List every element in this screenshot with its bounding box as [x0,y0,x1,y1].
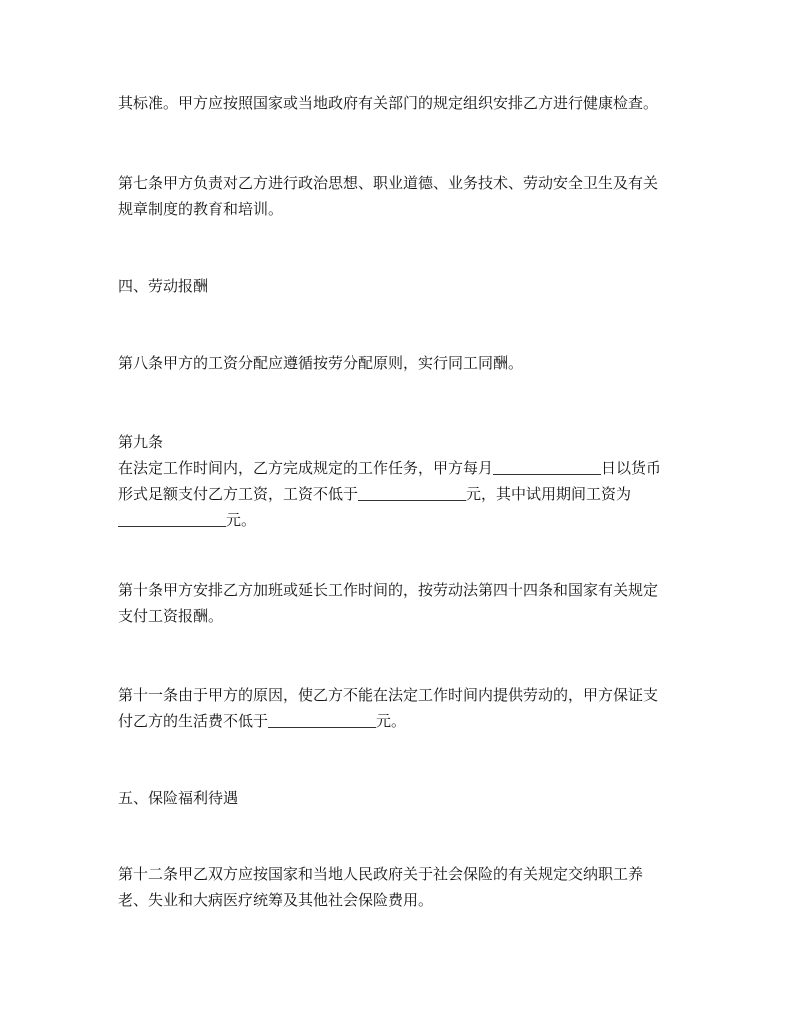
section-title: 五、保险福利待遇 [118,789,239,807]
text-line [118,455,688,481]
text-fragment: 元。 [226,511,257,529]
text-line: 其标准。甲方应按照国家或当地政府有关部门的规定组织安排乙方进行健康检查。 [118,94,659,112]
paragraph-article-12 [118,861,688,913]
text-line: 规章制度的教育和培训。 [118,200,284,218]
section-heading-labor-pay [118,273,688,299]
fill-in-blank [268,711,376,728]
article-title: 第九条 [118,433,164,451]
paragraph-article-10 [118,577,688,629]
text-line: 第八条甲方的工资分配应遵循按劳分配原则，实行同工同酬。 [118,354,524,372]
section-title: 四、劳动报酬 [118,277,209,295]
text-fragment: 付乙方的生活费不低于 [118,712,269,730]
text-line: 第十二条甲乙双方应按国家和当地人民政府关于社会保险的有关规定交纳职工养 [118,865,644,883]
paragraph-article-7 [118,170,688,222]
text-fragment: 日以货币 [601,459,662,477]
paragraph-health-check [118,90,688,116]
paragraph-article-8 [118,350,688,376]
text-line [118,708,688,734]
text-fragment: 元。 [376,712,407,730]
text-fragment: 元，其中试用期间工资为 [466,485,632,503]
paragraph-article-11 [118,682,688,734]
fill-in-blank [358,484,466,501]
text-line: 支付工资报酬。 [118,607,224,625]
text-line: 第十一条由于甲方的原因，使乙方不能在法定工作时间内提供劳动的，甲方保证支 [118,686,659,704]
paragraph-article-9 [118,429,688,533]
text-fragment: 在法定工作时间内，乙方完成规定的工作任务，甲方每月 [118,459,494,477]
fill-in-blank [493,458,601,475]
text-line: 第十条甲方安排乙方加班或延长工作时间的，按劳动法第四十四条和国家有关规定 [118,581,659,599]
text-line: 老、失业和大病医疗统筹及其他社会保险费用。 [118,891,434,909]
text-line: 第七条甲方负责对乙方进行政治思想、职业道德、业务技术、劳动安全卫生及有关 [118,174,659,192]
fill-in-blank [118,510,226,527]
text-fragment: 形式足额支付乙方工资，工资不低于 [118,485,359,503]
section-heading-insurance-welfare [118,785,688,811]
text-line [118,481,688,507]
text-line [118,507,688,533]
